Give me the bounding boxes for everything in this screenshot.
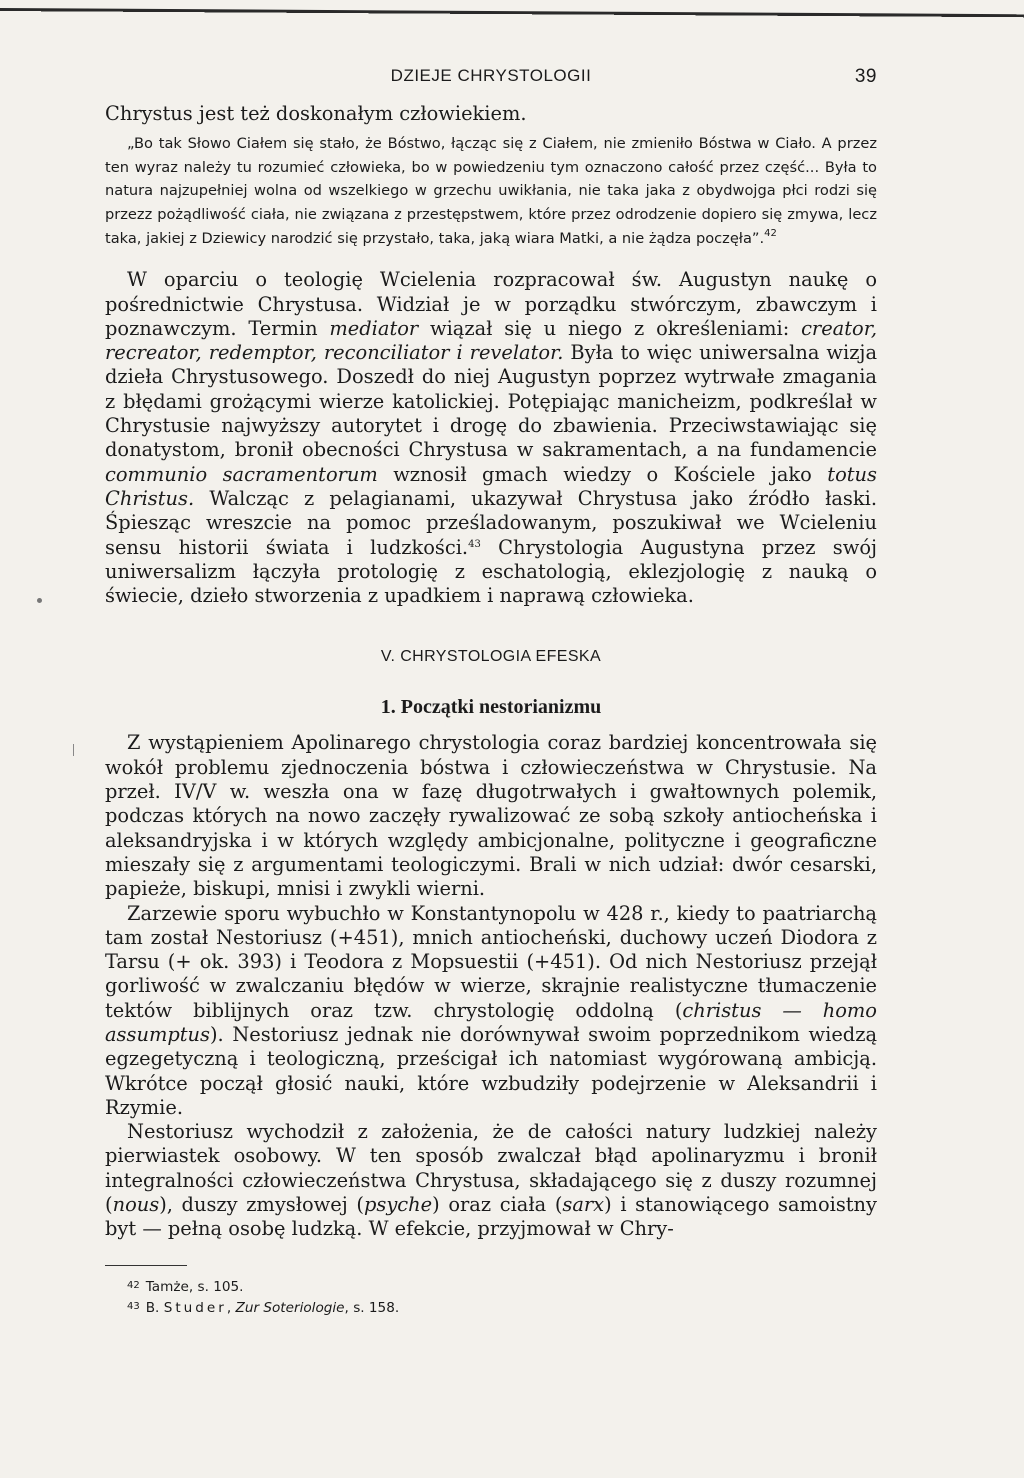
footnote-author: Studer: [163, 1299, 227, 1316]
footnote-43: [105, 1297, 877, 1318]
text-run: Zarzewie sporu wybuchło w Konstantynopolu w 428 r., kiedy to paatriarchą tam został Nestoriusz (+451), mnich antiocheński, duchowy uczeń Diodora z Tarsu (+ ok. 393) i Teodora z Mopsuestii (+451). Od nich Nestoriusz przejął gorliwość w zwalczaniu błędów w wierze, skrajnie realistyczne tłumaczenie tektów biblijnych oraz tzw. chrystologię oddolną (: [105, 901, 877, 1022]
footnote-ref-42: 42: [764, 227, 777, 239]
text-run: Chrystologia Augustyna przez swój uniwersalizm łączyła protologię z eschatologią, eklezjologię z nauką o świecie, dzieło stworzenia z upadkiem i naprawą człowieka.: [105, 535, 878, 608]
italic-term: psyche: [363, 1193, 433, 1217]
footnote-title: Zur Soteriologie: [235, 1299, 345, 1316]
paragraph-zarzewie: [105, 902, 877, 1121]
paragraph-apolinary: Z wystąpieniem Apolinarego chrystologia coraz bardziej koncentrowała się wokół problemu zjednoczenia bóstwa i człowieczeństwa w Chrystusie. Na przeł. IV/V w. weszła ona w fazę długotrwałych i gwałtownych polemik, podczas których na nowo zaczęły rywalizować ze sobą szkoły antiocheńska i aleksandryjska i w których względy ambicjonalne, polityczne i geograficzne mieszały się z argumentami teologiczymi. Brali w nich udział: dwór cesarski, papieże, biskupi, mnisi i zwykli wierni.: [105, 731, 877, 901]
margin-speck: [37, 598, 42, 603]
footnote-text: B.: [145, 1299, 164, 1316]
footnote-ref-43: 43: [468, 538, 481, 550]
italic-term: sarx: [562, 1193, 605, 1217]
text-run: Była to więc uniwersalna wizja dzieła Chrystusowego. Doszedł do niej Augustyn poprzez wytrwałe zmagania z błędami grożącymi wierze katolickiej. Potępiając manicheizm, podkreślał w Chrystusie najwyższy autorytet i drogę do zbawienia. Przeciwstawiając się donatystom, bronił obecności Chrystusa w sakramentach, a na fundamencie: [105, 341, 878, 462]
footnote-separator: [105, 1265, 187, 1266]
italic-term: nous: [112, 1193, 160, 1217]
margin-mark: [73, 744, 74, 756]
text-run: ) oraz ciała (: [432, 1193, 563, 1217]
paragraph-nestoriusz: [105, 1120, 877, 1241]
italic-term: christus — homo assumptus: [105, 998, 877, 1046]
running-title: DZIEJE CHRYSTOLOGII: [390, 66, 592, 85]
paragraph-1: Chrystus jest też doskonałym człowiekiem.: [105, 102, 527, 125]
top-edge-rule: [0, 8, 1024, 40]
footnote-text: ,: [226, 1299, 236, 1316]
text-run: Nestoriusz wychodził z założenia, że de całości natury ludzkiej należy pierwiastek osobowy. W ten sposób zwalczał błąd apolinaryzmu i bronił integralności człowieczeństwa Chrystusa, składającego się z duszy rozumnej (: [105, 1120, 877, 1217]
paragraph-augustyn: [105, 268, 877, 608]
text-run: wiązał się u niego z określeniami:: [418, 316, 802, 340]
quote-text: „Bo tak Słowo Ciałem się stało, że Bóstwo, łącząc się z Ciałem, nie zmieniło Bóstwa w Ciało. A przez ten wyraz należy tu rozumieć człowieka, bo w powiedzeniu tym oznaczono całość przez część... Była to natura najzupełniej wolna od wszelkiego w grzechu uwikłania, nie taka jaka z obydwojga płci rodzi się przezz pożądliwość ciała, nie związana z przestępstwem, które przez odrodzenie dopiero się zmywa, lecz taka, jakiej z Dziewicy narodzić się przystało, taka, jaką wiara Matki, a nie żądza poczęła”.: [105, 135, 877, 247]
block-quote: [105, 132, 877, 250]
italic-term: creator, recreator, redemptor, reconciliator i revelator.: [105, 316, 877, 365]
text-run: W oparciu o teologię Wcielenia rozpracował św. Augustyn naukę o pośrednictwie Chrystusa. Widział je w porządku stwórczym, zbawczym i poznawczym. Termin: [105, 268, 877, 340]
text-run: ). Nestoriusz jednak nie dorównywał swoim poprzednikom wiedzą egzegetyczną i teologiczną, prześcigał ich natomiast wygórowaną ambicją. Wkrótce począł głosić nauki, które wzbudziły podejrzenie w Aleksandrii i Rzymie.: [105, 1022, 877, 1119]
text-run: wznosił gmach wiedzy o Kościele jako: [377, 462, 828, 486]
footnote-text: Tamże, s. 105.: [145, 1278, 244, 1295]
footnote-number: 43: [127, 1300, 140, 1312]
footnote-text: , s. 158.: [344, 1299, 400, 1316]
italic-term: totus Christus.: [105, 462, 877, 510]
section-heading: 1. Początki nestorianizmu: [380, 696, 602, 719]
text-run: Walcząc z pelagianami, ukazywał Chrystusa jako źródło łaski. Śpiesząc wreszcie na pomoc prześladowanym, poszukiwał we Wcieleniu sensu historii świata i ludzkości.: [105, 486, 877, 559]
text-run: ), duszy zmysłowej (: [159, 1193, 364, 1217]
italic-term: communio sacramentorum: [105, 462, 378, 486]
running-head: [105, 62, 877, 102]
chapter-heading: V. CHRYSTOLOGIA EFESKA: [380, 648, 602, 666]
italic-term: mediator: [329, 316, 419, 340]
page-number: 39: [854, 66, 877, 87]
footnote-number: 42: [127, 1279, 140, 1291]
footnote-42: [105, 1276, 877, 1297]
page: [105, 62, 877, 1318]
text-run: ) i stanowiącego samoistny byt — pełną osobę ludzką. W efekcie, przyjmował w Chry-: [105, 1193, 878, 1241]
